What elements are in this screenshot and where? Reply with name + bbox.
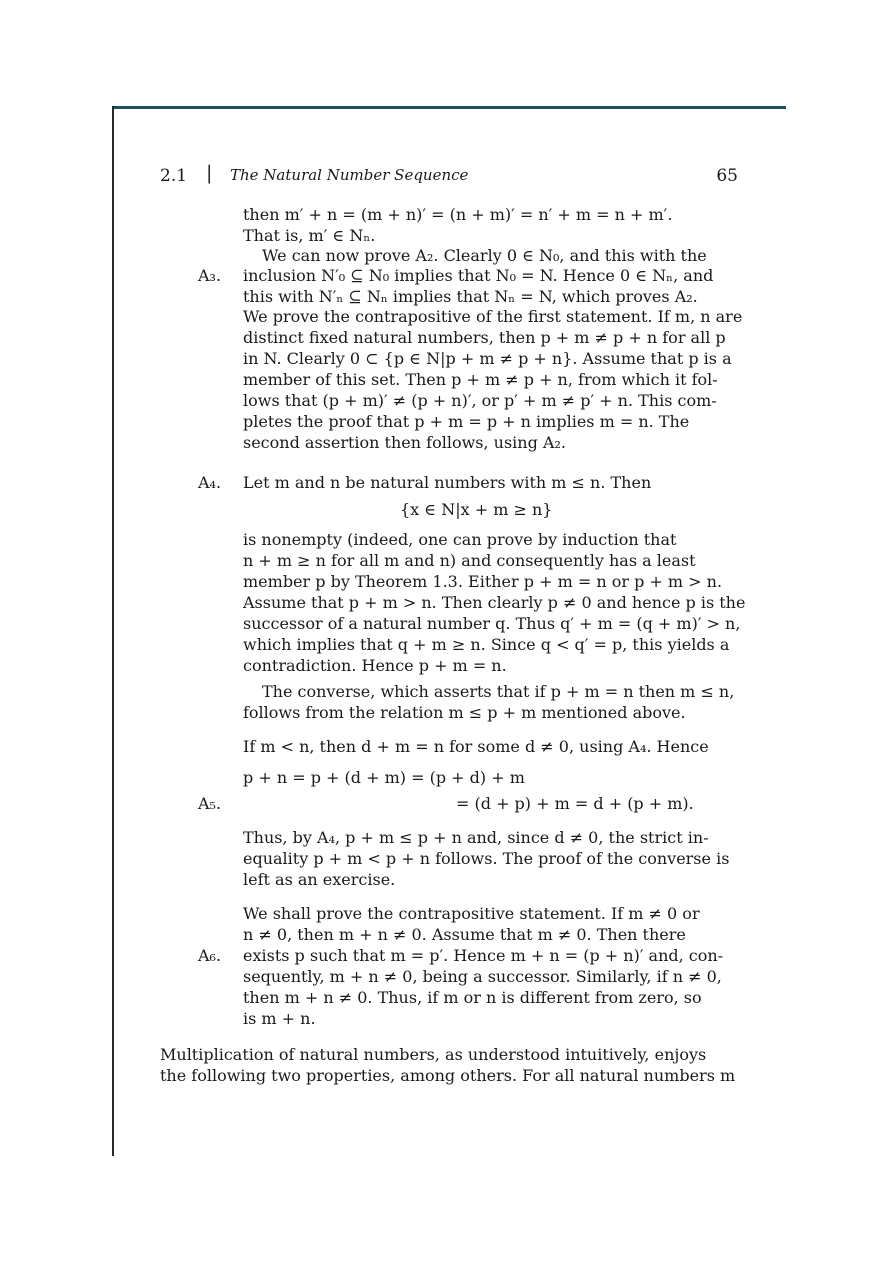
- header-separator: |: [206, 162, 213, 184]
- text-line: We can now prove A₂. Clearly 0 ∈ N₀, and this with the: [262, 246, 707, 265]
- top-rule: [112, 106, 786, 109]
- label-a5: A₅.: [198, 794, 222, 813]
- text-line: Thus, by A₄, p + m ≤ p + n and, since d ≠ 0, the strict in-: [243, 828, 709, 847]
- text-line: We shall prove the contrapositive statement. If m ≠ 0 or: [243, 904, 700, 923]
- text-line: Let m and n be natural numbers with m ≤ n. Then: [243, 473, 652, 492]
- text-line: member of this set. Then p + m ≠ p + n, from which it fol-: [243, 370, 718, 389]
- text-line: second assertion then follows, using A₂.: [243, 433, 566, 452]
- section-number: 2.1: [160, 166, 188, 186]
- text-line: successor of a natural number q. Thus q′ + m = (q + m)′ > n,: [243, 614, 741, 633]
- text-line: inclusion N′₀ ⊆ N₀ implies that N₀ = N. Hence 0 ∈ Nₙ, and: [243, 266, 714, 285]
- text-line: sequently, m + n ≠ 0, being a successor. Similarly, if n ≠ 0,: [243, 967, 722, 986]
- text-line: lows that (p + m)′ ≠ (p + n)′, or p′ + m ≠ p′ + n. This com-: [243, 391, 717, 410]
- text-line: equality p + m < p + n follows. The proof of the converse is: [243, 849, 730, 868]
- chapter-title: The Natural Number Sequence: [230, 166, 469, 184]
- text-line: That is, m′ ∈ Nₙ.: [243, 226, 376, 245]
- left-margin-rule: [112, 106, 114, 1156]
- text-line: contradiction. Hence p + m = n.: [243, 656, 507, 675]
- text-line: The converse, which asserts that if p + m = n then m ≤ n,: [262, 682, 735, 701]
- running-header: [160, 160, 738, 190]
- text-line: this with N′ₙ ⊆ Nₙ implies that Nₙ = N, which proves A₂.: [243, 287, 698, 306]
- text-line: is nonempty (indeed, one can prove by induction that: [243, 530, 677, 549]
- text-line: the following two properties, among others. For all natural numbers m: [160, 1066, 736, 1085]
- text-line: Multiplication of natural numbers, as understood intuitively, enjoys: [160, 1045, 707, 1064]
- text-line: n ≠ 0, then m + n ≠ 0. Assume that m ≠ 0. Then there: [243, 925, 686, 944]
- text-line: member p by Theorem 1.3. Either p + m = n or p + m > n.: [243, 572, 723, 591]
- text-line: which implies that q + m ≥ n. Since q < q′ = p, this yields a: [243, 635, 730, 654]
- text-line: distinct fixed natural numbers, then p + m ≠ p + n for all p: [243, 328, 726, 347]
- text-line: then m′ + n = (m + n)′ = (n + m)′ = n′ + m = n + m′.: [243, 205, 673, 224]
- text-line: n + m ≥ n for all m and n) and consequently has a least: [243, 551, 696, 570]
- text-line: left as an exercise.: [243, 870, 396, 889]
- label-a3: A₃.: [198, 266, 222, 285]
- label-a4: A₄.: [198, 473, 222, 492]
- text-line: then m + n ≠ 0. Thus, if m or n is different from zero, so: [243, 988, 702, 1007]
- text-line: in N. Clearly 0 ⊂ {p ∈ N|p + m ≠ p + n}. Assume that p is a: [243, 349, 732, 368]
- page-number: 65: [716, 166, 738, 186]
- display-equation: = (d + p) + m = d + (p + m).: [456, 794, 694, 813]
- text-line: pletes the proof that p + m = p + n implies m = n. The: [243, 412, 690, 431]
- display-set: {x ∈ N|x + m ≥ n}: [400, 500, 553, 519]
- text-line: exists p such that m = p′. Hence m + n = (p + n)′ and, con-: [243, 946, 724, 965]
- text-line: If m < n, then d + m = n for some d ≠ 0, using A₄. Hence: [243, 737, 709, 756]
- text-line: Assume that p + m > n. Then clearly p ≠ 0 and hence p is the: [243, 593, 746, 612]
- text-line: follows from the relation m ≤ p + m mentioned above.: [243, 703, 686, 722]
- label-a6: A₆.: [198, 946, 222, 965]
- display-equation: p + n = p + (d + m) = (p + d) + m: [243, 768, 525, 787]
- text-line: We prove the contrapositive of the first statement. If m, n are: [243, 307, 743, 326]
- text-line: is m + n.: [243, 1009, 316, 1028]
